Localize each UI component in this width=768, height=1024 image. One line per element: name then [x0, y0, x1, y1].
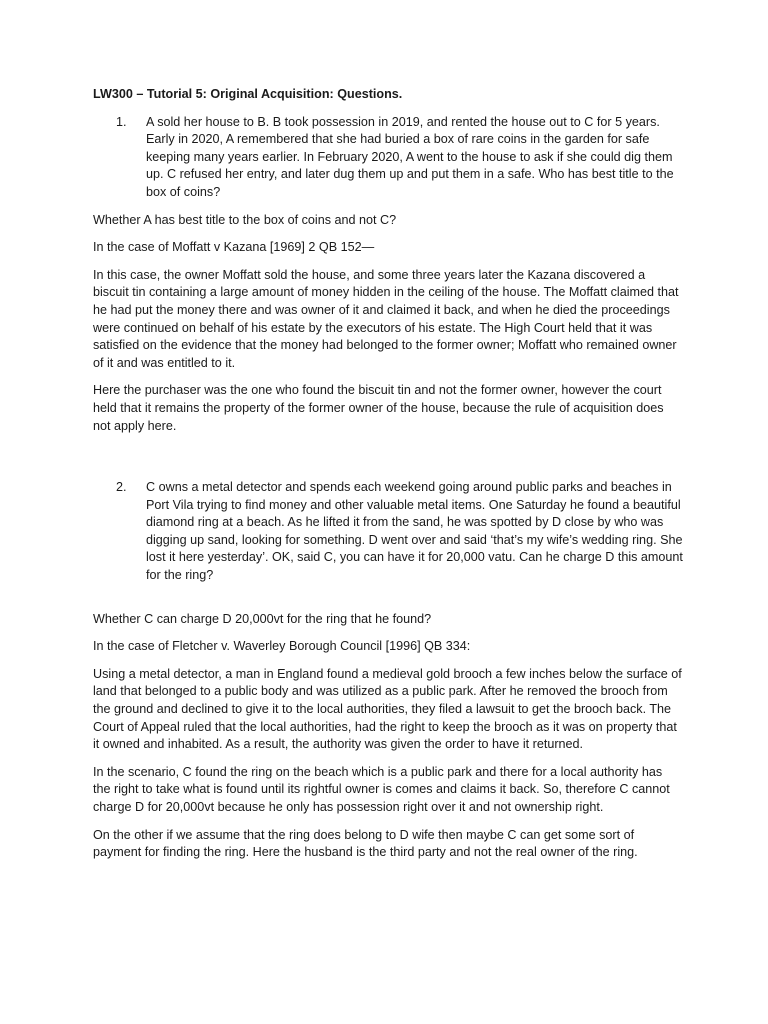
question-2-case-citation: In the case of Fletcher v. Waverley Borough Council [1996] QB 334: [93, 639, 471, 654]
question-2-number: 2. [116, 480, 127, 495]
spacer [93, 445, 683, 479]
question-2-text: C owns a metal detector and spends each weekend going around public parks and beaches in Port Vila trying to find money and other valuable metal items. One Saturday he found a beautiful diamond ring at a beach. As he lifted it from the sand, he was spotted by D close by who was digging up sand, looking for something. D went over and said ‘that’s my wife’s wedding ring. She lost it here yesterday’. OK, said C, you can have it for 20,000 vatu. Can he charge D this amount for the ring? [146, 480, 683, 583]
question-1-number: 1. [116, 114, 127, 129]
question-1-case-summary: In this case, the owner Moffatt sold the house, and some three years later the Kazana discovered a biscuit tin containing a large amount of money hidden in the ceiling of the house. The Moffatt claimed that he had put the money there and was owner of it and claimed it back, and when he died the proceedings were continued on behalf of his estate by the executors of his estate. The High Court held that it was satisfied on the evidence that the money had belonged to the former owner; Moffatt who remained owner of it and was entitled to it. [93, 267, 679, 370]
document-title: LW300 – Tutorial 5: Original Acquisition: Questions. [93, 87, 403, 101]
question-2-application: In the scenario, C found the ring on the beach which is a public park and there for a local authority has the right to take what is found until its rightful owner is comes and claims it back. So, therefore C cannot charge D for 20,000vt because he only has possession right over it and not ownership right. [93, 764, 670, 814]
question-2-issue: Whether C can charge D 20,000vt for the ring that he found? [93, 611, 432, 626]
question-2-case-summary: Using a metal detector, a man in England found a medieval gold brooch a few inches below the surface of land that belonged to a public body and was utilized as a public park. After he removed the brooch from the ground and declined to give it to the local authorities, they filed a lawsuit to get the brooch back. The Court of Appeal ruled that the local authorities, had the right to keep the brooch as it was on property that it owned and inhabited. As a result, the authority was given the order to have it returned. [93, 666, 682, 752]
question-1-case-citation: In the case of Moffatt v Kazana [1969] 2 QB 152— [93, 240, 375, 255]
question-1 [93, 114, 683, 202]
question-1-application: Here the purchaser was the one who found the biscuit tin and not the former owner, however the court held that it remains the property of the former owner of the house, because the rule of acquisition does not apply here. [93, 383, 664, 433]
spacer [93, 595, 683, 611]
question-1-text: A sold her house to B. B took possession in 2019, and rented the house out to C for 5 years. Early in 2020, A remembered that she had buried a box of rare coins in the garden for safe keeping many years earlier. In February 2020, A went to the house to ask if she could dig them up. C refused her entry, and later dug them up and put them in a safe. Who has best title to the box of coins? [146, 114, 674, 199]
question-2-alternative: On the other if we assume that the ring does belong to D wife then maybe C can get some sort of payment for finding the ring. Here the husband is the third party and not the real owner of the ring. [93, 827, 638, 860]
question-2 [93, 479, 683, 585]
question-1-issue: Whether A has best title to the box of coins and not C? [93, 212, 397, 227]
document-page [93, 86, 683, 872]
